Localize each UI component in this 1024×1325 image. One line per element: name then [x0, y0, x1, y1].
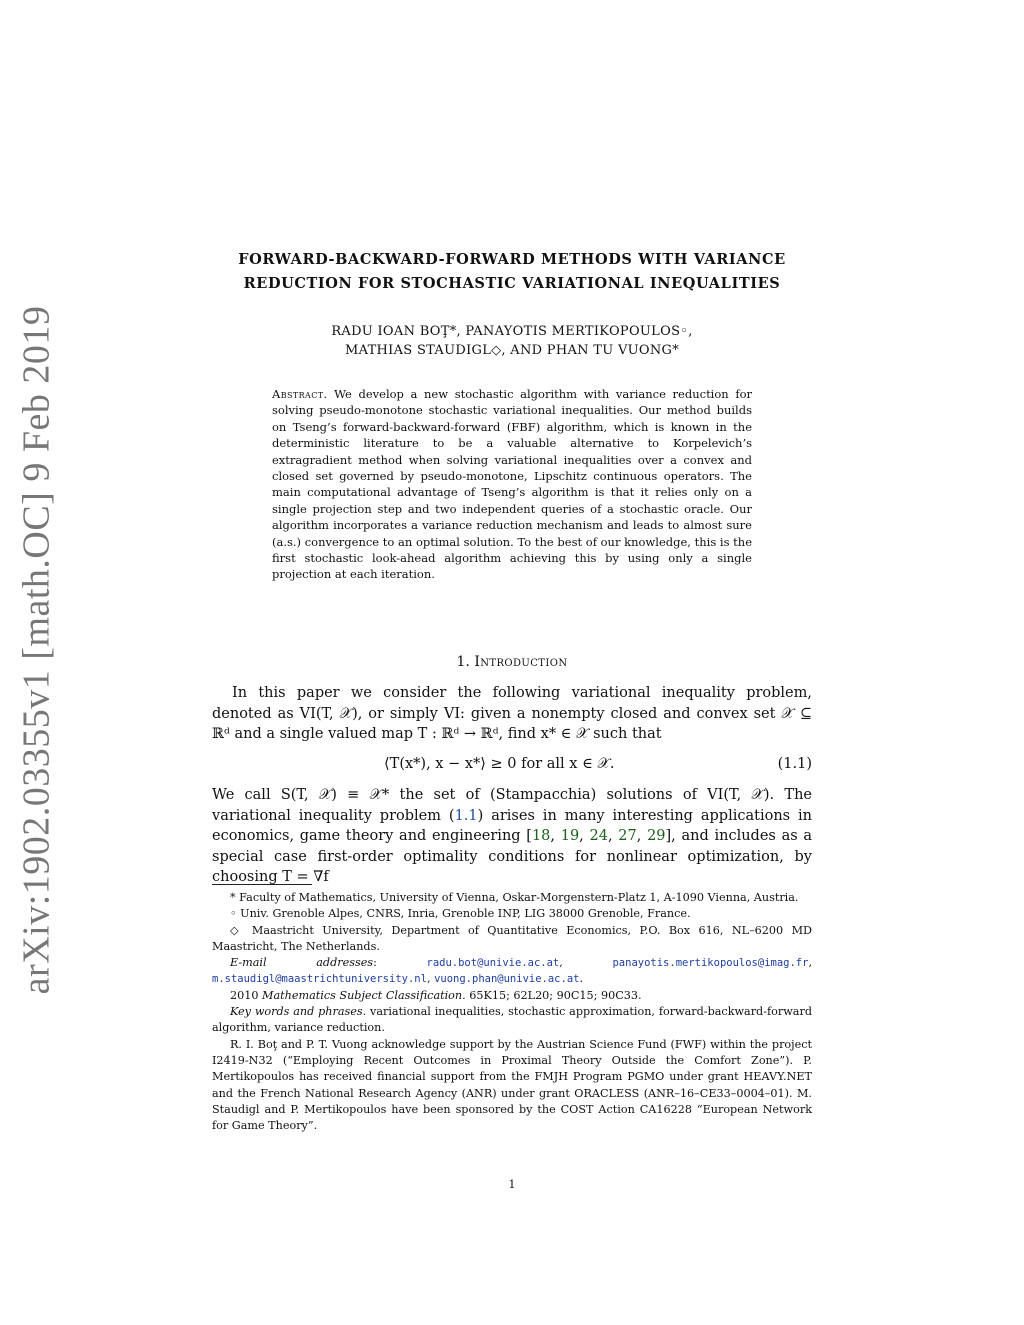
equation-body: ⟨T(x*), x − x*⟩ ≥ 0 for all x ∈ 𝒳. [384, 756, 615, 772]
citation-link[interactable]: 29 [647, 828, 666, 844]
equation-number: (1.1) [777, 756, 812, 772]
citation-link[interactable]: 18 [531, 828, 551, 844]
footnotes [212, 890, 812, 1134]
footnote-keywords [212, 1004, 812, 1037]
emails-label: E-mail addresses [230, 956, 374, 970]
equation-1-1 [212, 756, 812, 776]
keywords-text: variational inequalities, stochastic approximation, forward-backward-forward algorithm, variance reduction. [212, 1005, 812, 1035]
citation-link[interactable]: 24 [589, 828, 608, 844]
footnote-affiliation-grenoble: ◦ Univ. Grenoble Alpes, CNRS, Inria, Grenoble INP, LIG 38000 Grenoble, France. [230, 907, 691, 921]
page-number: 1 [508, 1178, 516, 1191]
footnote-affiliation-maastricht: ◇ Maastricht University, Department of Quantitative Economics, P.O. Box 616, NL–6200 MD Maastricht, The Netherlands. [212, 923, 812, 953]
msc-codes: 65K15; 62L20; 90C15; 90C33. [469, 988, 642, 1002]
arxiv-identifier-stamp [6, 305, 66, 995]
paper-title [212, 248, 812, 296]
title-line-1: FORWARD-BACKWARD-FORWARD METHODS WITH VARIANCE [238, 251, 786, 268]
footnote-emails: E-mail addresses: radu.bot@univie.ac.at, panayotis.mertikopoulos@imag.fr, m.staudigl@maastrichtuniversity.nl, vuong.phan@univie.ac.at. [212, 956, 813, 986]
authors-line-1: RADU IOAN BOŢ*, PANAYOTIS MERTIKOPOULOS◦, [331, 324, 693, 339]
footnote-msc [212, 988, 812, 1004]
citation-link[interactable]: 27 [618, 828, 637, 844]
intro-paragraph-1: In this paper we consider the following variational inequality problem, denoted as VI(T, 𝒳), or simply VI: given a nonempty closed and convex set 𝒳 ⊆ ℝᵈ and a single valued map T : ℝᵈ → ℝᵈ, find x* ∈ 𝒳 such that [212, 685, 812, 742]
email-link[interactable]: m.staudigl@maastrichtuniversity.nl [212, 973, 427, 986]
authors-line-2: MATHIAS STAUDIGL◇, AND PHAN TU VUONG* [344, 343, 680, 358]
footnote-affiliation-vienna: * Faculty of Mathematics, University of Vienna, Oskar-Morgenstern-Platz 1, A-1090 Vienna, Austria. [230, 891, 799, 904]
section-title: Introduction [474, 654, 568, 670]
footnote-divider [212, 884, 312, 885]
footnote-acknowledgment: R. I. Boţ and P. T. Vuong acknowledge support by the Austrian Science Fund (FWF) within the project I2419-N32 (“Employing Recent Outcomes in Proximal Theory Outside the Comfort Zone”). P. Mertikopoulos has received financial support from the FMJH Program PGMO under grant HEAVY.NET and the French National Research Agency (ANR) under grant ORACLESS (ANR–16–CE33–0004–01). M. Staudigl and P. Mertikopoulos have been sponsored by the COST Action CA16228 “European Network for Game Theory”. [212, 1037, 812, 1133]
citation-link[interactable]: 19 [560, 828, 580, 844]
paragraph2-part3: ], and includes as a special case first-order optimality conditions for nonlinear optimization, by choosing T = ∇f [212, 828, 813, 885]
abstract-text: We develop a new stochastic algorithm with variance reduction for solving pseudo-monotone stochastic variational inequalities. Our method builds on Tseng’s forward-backward-forward (FBF) algorithm, which is known in the deterministic literature to be a valuable alternative to Korpelevich’s extragradient method when solving variational inequalities over a convex and closed set governed by pseudo-monotone, Lipschitz continuous operators. The main computational advantage of Tseng’s algorithm is that it relies only on a single projection step and two independent queries of a stochastic oracle. Our algorithm incorporates a variance reduction mechanism and leads to almost sure (a.s.) convergence to an optimal solution. To the best of our knowledge, this is the first stochastic look-ahead algorithm achieving this by using only a single projection at each iteration. [272, 387, 753, 582]
keywords-label: Key words and phrases. [230, 1005, 367, 1019]
arxiv-identifier-text: arXiv:1902.03355v1 [math.OC] 9 Feb 2019 [15, 305, 57, 995]
msc-prefix: 2010 [230, 988, 259, 1002]
msc-label: Mathematics Subject Classification. [262, 988, 466, 1002]
title-line-2: REDUCTION FOR STOCHASTIC VARIATIONAL INEQUALITIES [243, 275, 781, 292]
section-heading [212, 654, 812, 670]
intro-paragraph-2: We call S(T, 𝒳) ≡ 𝒳* the set of (Stampacchia) solutions of VI(T, 𝒳). The variational inequality problem (1.1) arises in many interesting applications in economics, game theory and engineering [18, 19, 24, 27, 29], and includes as a special case first-order optimality conditions for nonlinear optimization, by choosing T = ∇f [212, 787, 813, 885]
paragraph2-part2: ) arises in many interesting applications in economics, game theory and engineering [ [212, 807, 812, 844]
email-link[interactable]: radu.bot@univie.ac.at [426, 957, 560, 970]
email-link[interactable]: vuong.phan@univie.ac.at [434, 973, 580, 986]
email-link[interactable]: panayotis.mertikopoulos@imag.fr [612, 957, 809, 970]
author-list [212, 322, 812, 360]
equation-reference-link[interactable]: 1.1 [454, 807, 478, 824]
abstract [272, 386, 752, 583]
paragraph2-part1: We call S(T, 𝒳) ≡ 𝒳* the set of (Stampacchia) solutions of VI(T, 𝒳). The variational inequality problem ( [212, 787, 812, 824]
abstract-label: Abstract. [272, 387, 328, 401]
section-number: 1. [456, 654, 470, 670]
